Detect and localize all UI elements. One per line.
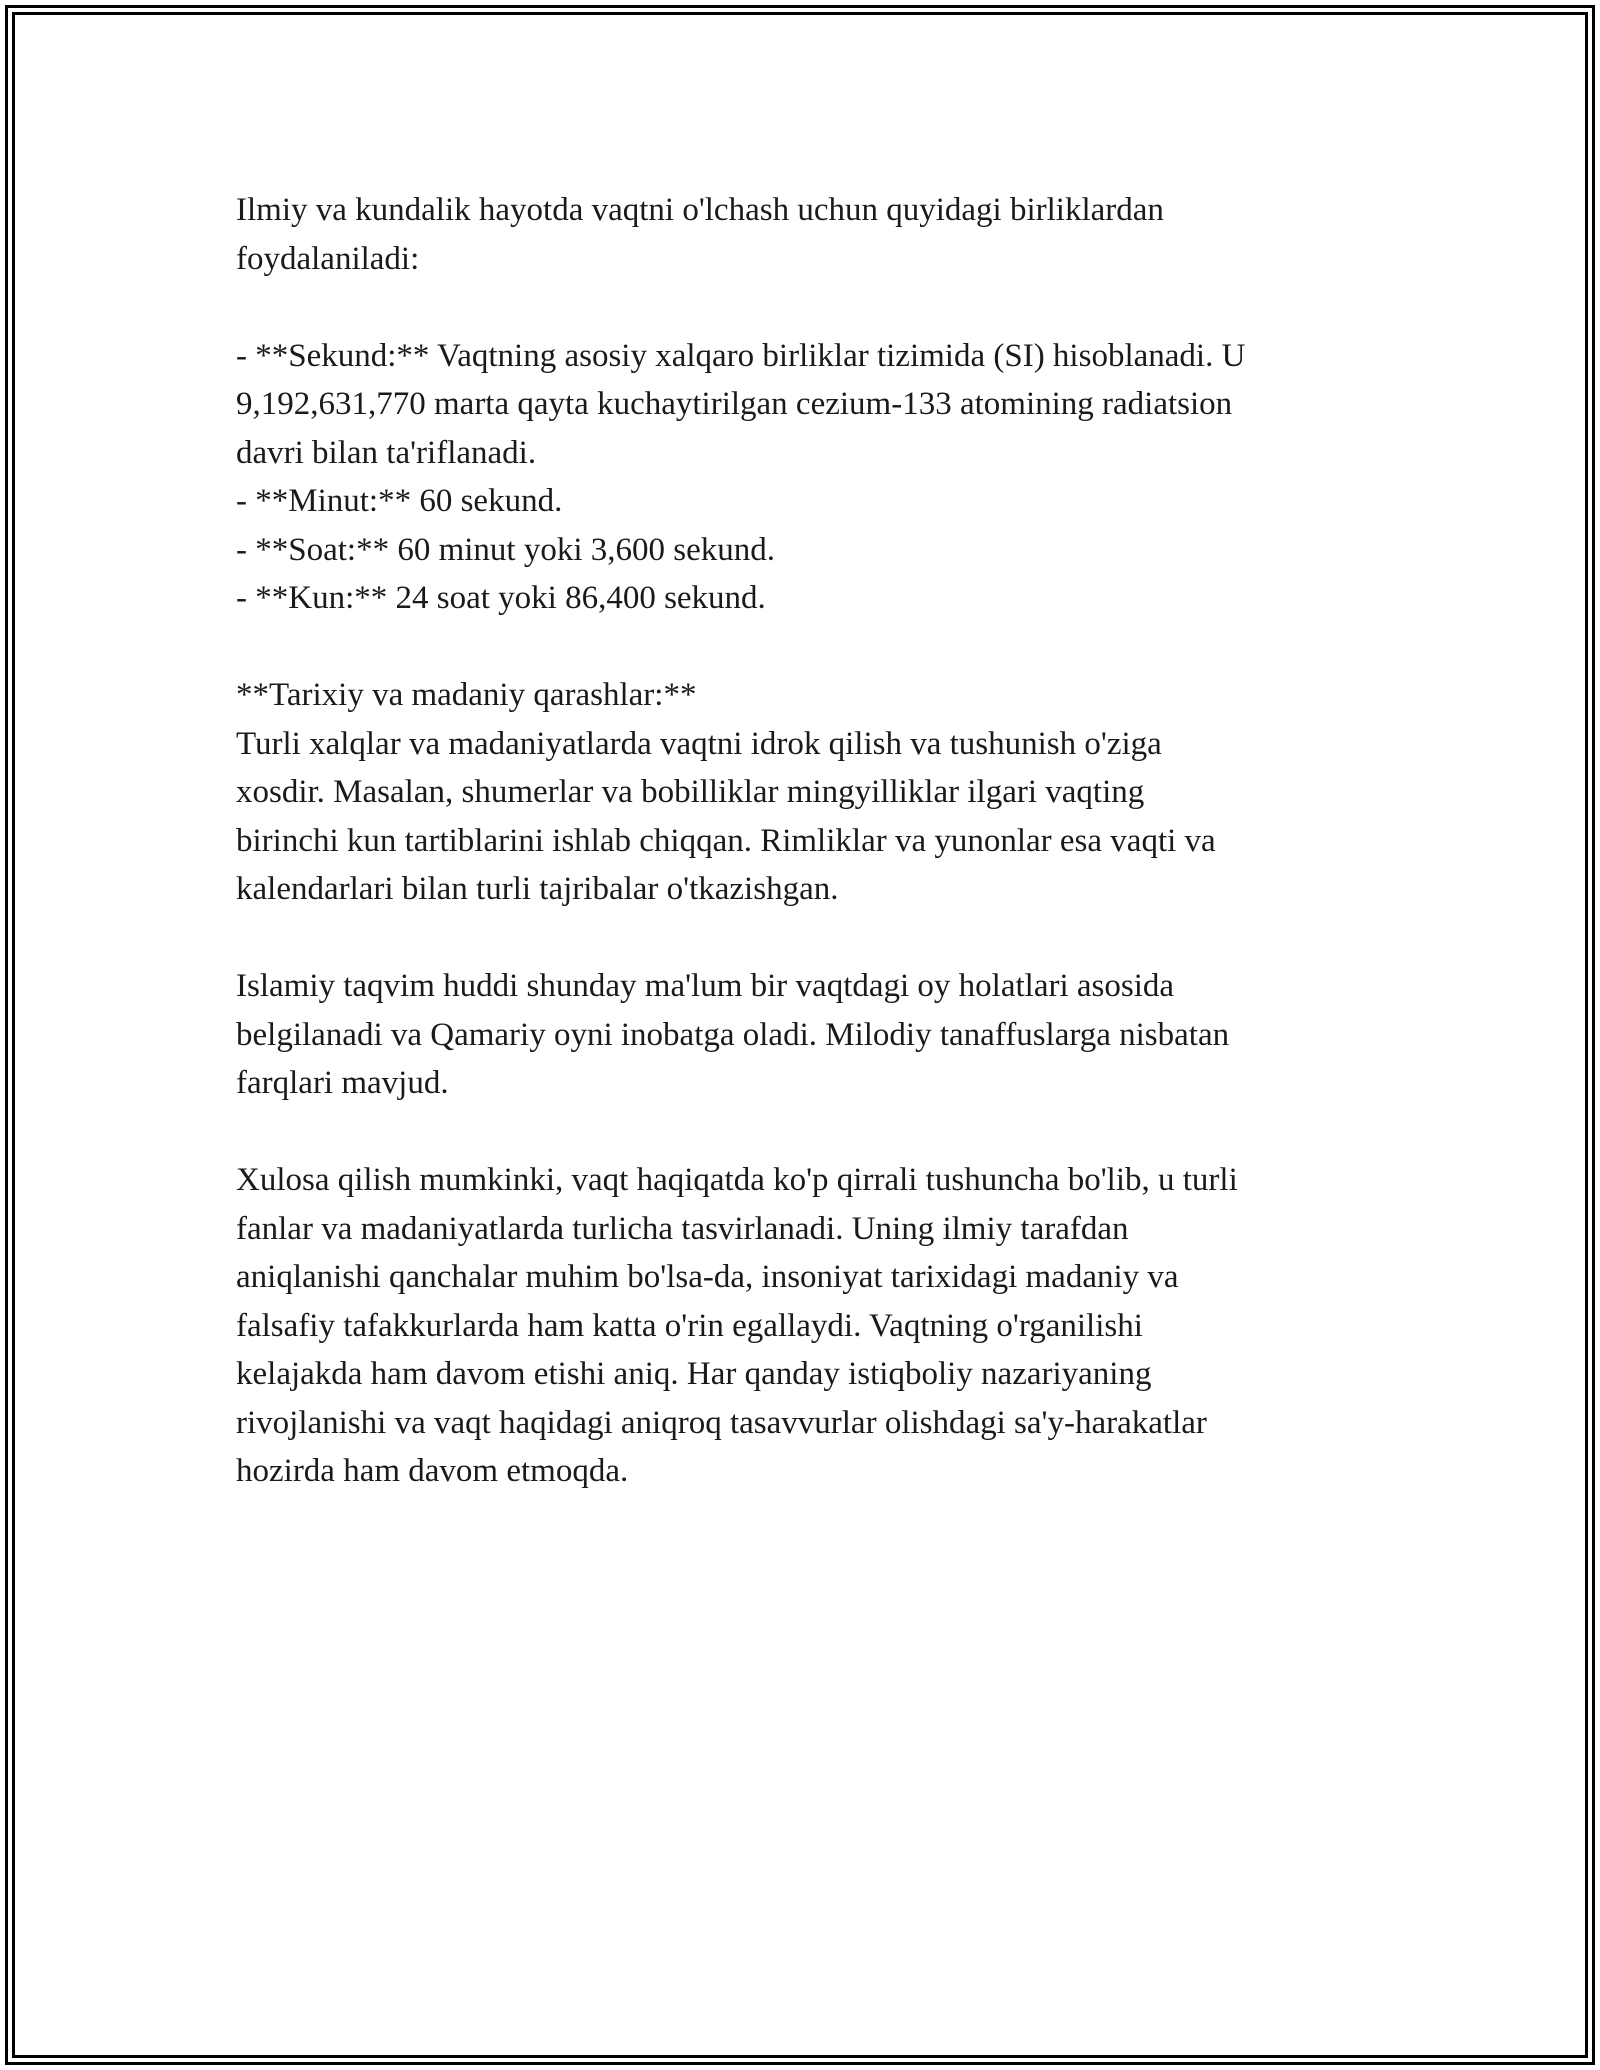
paragraph-gap [236,283,1366,332]
paragraph-gap [236,1108,1366,1157]
intro-paragraph: Ilmiy va kundalik hayotda vaqtni o'lchash uchun quyidagi birliklardan foydalaniladi: [236,192,1164,277]
history-paragraph: Turli xalqlar va madaniyatlarda vaqtni idrok qilish va tushunish o'ziga xosdir. Masalan, shumerlar va bobilliklar mingyilliklar ilgari vaqting birinchi kun tartiblarini ishlab chiqqan. Rimliklar va yunonlar esa vaqti va kalendarlari bilan turli tajribalar o'tkazishgan. [236,725,1216,907]
paragraph-gap [236,914,1366,963]
conclusion-paragraph: Xulosa qilish mumkinki, vaqt haqiqatda ko'p qirrali tushuncha bo'lib, u turli fanlar va madaniyatlarda turlicha tasvirlanadi. Uning ilmiy tarafdan aniqlanishi qanchalar muhim bo'lsa-da, insoniyat tarixidagi madaniy va falsafiy tafakkurlarda ham katta o'rin egallaydi. Vaqtning o'rganilishi kelajakda ham davom etishi aniq. Har qanday istiqboliy nazariyaning rivojlanishi va vaqt haqidagi aniqroq tasavvurlar olishdagi sa'y-harakatlar hozirda ham davom etmoqda. [236,1162,1238,1489]
list-item-soat: - **Soat:** 60 minut yoki 3,600 sekund. [236,531,775,568]
list-item-kun: - **Kun:** 24 soat yoki 86,400 sekund. [236,580,766,616]
paragraph-gap [236,623,1366,672]
list-item-minut: - **Minut:** 60 sekund. [236,483,563,519]
document-body [236,186,1366,1496]
history-heading: **Tarixiy va madaniy qarashlar:** [236,677,697,713]
list-item-sekund: - **Sekund:** Vaqtning asosiy xalqaro birliklar tizimida (SI) hisoblanadi. U 9,192,631,770 marta qayta kuchaytirilgan cezium-133 atomining radiatsion davri bilan ta'riflanadi. [236,337,1246,471]
islamic-calendar-paragraph: Islamiy taqvim huddi shunday ma'lum bir vaqtdagi oy holatlari asosida belgilanadi va Qamariy oyni inobatga oladi. Milodiy tanaffuslarga nisbatan farqlari mavjud. [236,968,1230,1101]
